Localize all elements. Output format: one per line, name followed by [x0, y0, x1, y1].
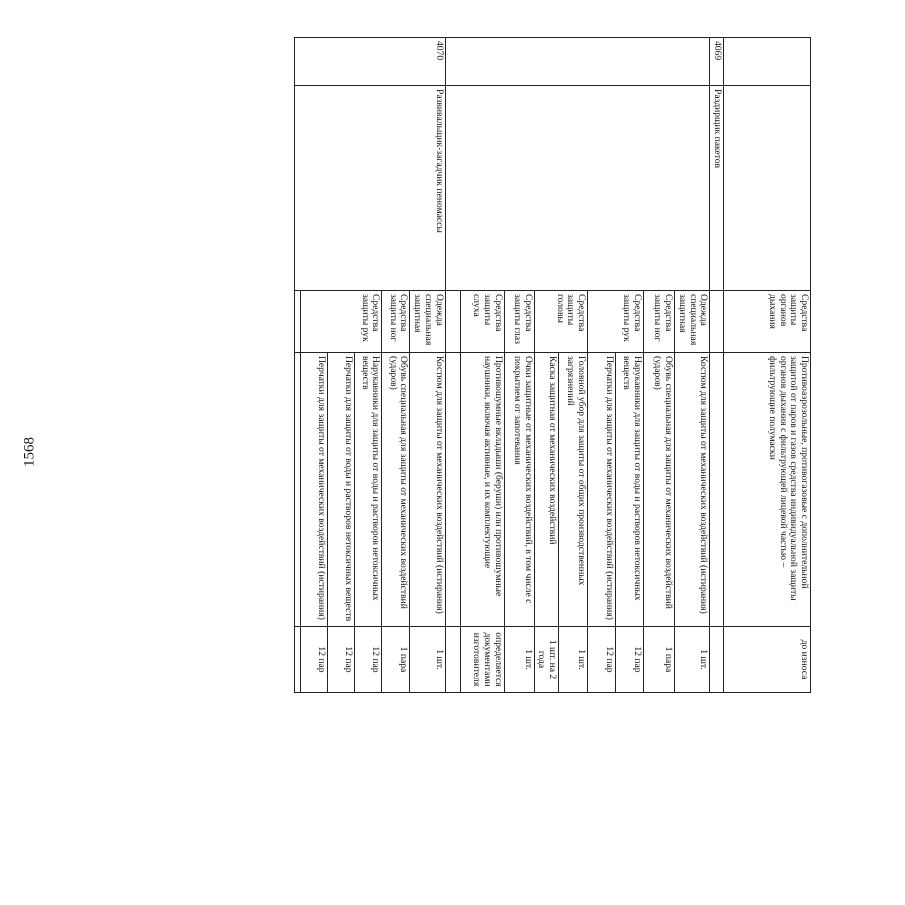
ppe-item: Головной убор для защиты от общих производственных загрязнений	[559, 353, 588, 627]
issue-norm: 12 пар	[301, 627, 328, 693]
cell-empty	[445, 38, 710, 86]
cell-empty	[710, 353, 724, 627]
ppe-category: Средства защиты рук	[588, 291, 644, 353]
ppe-category: Средства защиты глаз	[504, 291, 534, 353]
ppe-category: Одежда специальная защитная	[675, 291, 710, 353]
issue-norm: 12 пар	[588, 627, 616, 693]
cell-empty	[295, 291, 301, 353]
ppe-item: Перчатки для защиты от механических воздействий (истирания)	[588, 353, 616, 627]
ppe-item: Костюм для защиты от механических воздействий (истирания)	[410, 353, 445, 627]
ppe-category: Средства защиты слуха	[460, 291, 504, 353]
cell-empty	[724, 86, 811, 291]
profession-title: Развивальщик-загадчик пеномассы	[295, 86, 445, 291]
cell-empty	[445, 353, 460, 627]
ppe-category: Средства защиты рук	[301, 291, 382, 353]
issue-norm: 1 шт.	[559, 627, 588, 693]
ppe-item: Перчатки для защиты от механических воздействий (истирания)	[301, 353, 328, 627]
ppe-item: Обувь специальная для защиты от механических воздействий (ударов)	[644, 353, 675, 627]
ppe-item: Обувь специальная для защиты от механических воздействий (ударов)	[382, 353, 410, 627]
cell-empty	[445, 86, 710, 291]
ppe-item: Нарукавники для защиты от воды и растворов нетоксичных веществ	[616, 353, 644, 627]
table-body	[295, 38, 811, 693]
issue-norm: 12 пар	[616, 627, 644, 693]
cell-empty	[445, 291, 460, 353]
profession-title: Раздирщик пакетов	[710, 86, 724, 291]
profession-code: 4069	[710, 38, 724, 86]
ppe-category: Средства защиты ног	[382, 291, 410, 353]
ppe-item: Противошумные вкладыши (беруши) или противошумные наушники, включая активные, и их комплектующие	[460, 353, 504, 627]
issue-norm: 1 пара	[382, 627, 410, 693]
cell-empty	[445, 627, 460, 693]
cell-empty	[710, 627, 724, 693]
ppe-item: Нарукавники для защиты от воды и растворов нетоксичных веществ	[355, 353, 382, 627]
issue-norm: 1 шт.	[504, 627, 534, 693]
ppe-item: Очки защитные от механических воздействий, в том числе с покрытием от запотевания	[504, 353, 534, 627]
issue-norm: 12 пар	[355, 627, 382, 693]
table-row	[724, 38, 811, 693]
issue-norm: 1 пара	[644, 627, 675, 693]
ppe-category: Одежда специальная защитная	[410, 291, 445, 353]
issue-norm: 1 шт.	[675, 627, 710, 693]
cell-empty	[710, 291, 724, 353]
ppe-item: Костюм для защиты от механических воздействий (истирания)	[675, 353, 710, 627]
page-number: 1568	[21, 437, 38, 467]
issue-norm: 1 шт. на 2 года	[534, 627, 558, 693]
issue-norm: 1 шт.	[410, 627, 445, 693]
ppe-item: Перчатки для защиты от воды и растворов нетоксичных веществ	[328, 353, 355, 627]
table-row	[675, 38, 710, 693]
cell-empty	[295, 353, 301, 627]
table-row	[410, 38, 445, 693]
ppe-item: Противоаэрозольные, противогазовые с дополнительной защитой от паров и газов средства индивидуальной защиты органов дыхания с фильтрующей лицевой частью – фильтрующие полумаски	[724, 353, 811, 627]
issue-norm: определяется документами изготовителя	[460, 627, 504, 693]
ppe-item: Каска защитная от механических воздействий	[534, 353, 558, 627]
rotated-page	[265, 0, 905, 905]
issue-norm: до износа	[724, 627, 811, 693]
cell-empty	[295, 627, 301, 693]
ppe-category: Средства защиты головы	[534, 291, 587, 353]
issue-norm: 12 пар	[328, 627, 355, 693]
profession-code: 4070	[295, 38, 445, 86]
table-row	[710, 38, 724, 693]
cell-empty	[724, 38, 811, 86]
ppe-category: Средства защиты ног	[644, 291, 675, 353]
ppe-category: Средства защиты органов дыхания	[724, 291, 811, 353]
ppe-norms-table	[294, 37, 811, 693]
